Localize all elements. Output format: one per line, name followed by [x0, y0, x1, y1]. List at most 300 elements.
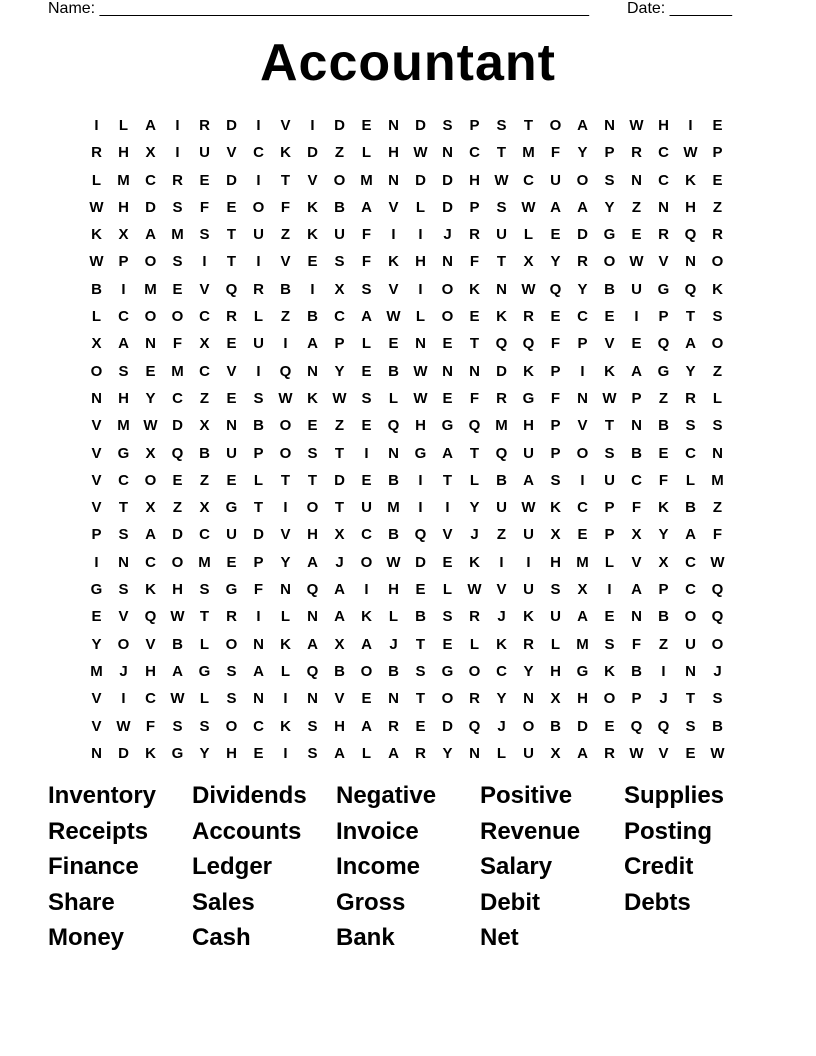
grid-letter: G	[225, 581, 238, 599]
grid-letter: T	[496, 253, 507, 271]
grid-letter: N	[469, 744, 480, 762]
grid-letter: S	[172, 717, 183, 735]
grid-letter: O	[441, 690, 454, 708]
grid-letter: A	[577, 608, 588, 626]
grid-letter: N	[604, 117, 615, 134]
grid-letter: J	[119, 662, 128, 680]
grid-letter: C	[469, 144, 480, 162]
grid-letter: X	[199, 499, 210, 517]
grid-letter: R	[523, 308, 534, 326]
grid-letter: B	[334, 198, 345, 216]
grid-letter: N	[685, 253, 696, 271]
grid-letter: V	[658, 253, 669, 271]
grid-letter: N	[253, 635, 264, 653]
grid-letter: K	[307, 198, 318, 216]
grid-letter: I	[580, 471, 585, 489]
grid-letter: C	[658, 144, 669, 162]
grid-letter: O	[225, 635, 238, 653]
grid-letter: H	[658, 117, 669, 134]
word-list	[48, 779, 768, 957]
grid-letter: M	[495, 417, 508, 435]
grid-letter: N	[388, 171, 399, 189]
grid-letter: P	[334, 335, 345, 353]
grid-letter: N	[631, 417, 642, 435]
grid-letter: E	[226, 471, 237, 489]
grid-letter: Q	[495, 444, 508, 462]
grid-letter: N	[658, 198, 669, 216]
grid-letter: N	[388, 444, 399, 462]
grid-letter: X	[631, 526, 642, 544]
grid-letter: O	[441, 280, 454, 298]
grid-letter: S	[712, 690, 723, 708]
grid-letter: H	[685, 198, 696, 216]
grid-letter: R	[388, 717, 399, 735]
grid-letter: S	[307, 717, 318, 735]
grid-letter: P	[469, 198, 480, 216]
grid-letter: U	[523, 581, 534, 599]
grid-letter: S	[226, 662, 237, 680]
grid-letter: G	[117, 444, 130, 462]
grid-letter: M	[522, 144, 535, 162]
grid-letter: U	[226, 444, 237, 462]
grid-letter: Y	[91, 635, 102, 653]
grid-letter: U	[523, 444, 534, 462]
grid-letter: Z	[199, 389, 210, 407]
grid-letter: A	[685, 335, 696, 353]
grid-letter: D	[334, 117, 345, 134]
grid-letter: I	[418, 499, 423, 517]
grid-letter: Y	[280, 553, 291, 571]
grid-letter: B	[685, 499, 696, 517]
grid-letter: O	[333, 171, 346, 189]
grid-letter: L	[685, 471, 696, 489]
grid-letter: E	[658, 444, 669, 462]
grid-letter: R	[658, 226, 669, 244]
grid-letter: I	[283, 499, 288, 517]
grid-letter: L	[496, 744, 507, 762]
grid-letter: I	[283, 690, 288, 708]
grid-letter: C	[145, 690, 156, 708]
grid-letter: C	[253, 144, 264, 162]
grid-letter: Q	[171, 444, 184, 462]
grid-letter: V	[658, 744, 669, 762]
grid-letter: T	[604, 417, 615, 435]
grid-letter: A	[631, 581, 642, 599]
grid-letter: S	[172, 198, 183, 216]
grid-letter: R	[226, 608, 237, 626]
grid-letter: U	[550, 608, 561, 626]
grid-letter: M	[387, 499, 400, 517]
grid-letter: E	[226, 389, 237, 407]
grid-letter: H	[118, 144, 129, 162]
grid-letter: G	[603, 226, 616, 244]
grid-letter: L	[91, 171, 102, 189]
grid-letter: L	[118, 117, 129, 134]
grid-letter: I	[175, 144, 180, 162]
grid-letter: O	[252, 198, 265, 216]
grid-letter: A	[361, 717, 372, 735]
grid-letter: F	[469, 389, 480, 407]
grid-letter: E	[685, 744, 696, 762]
grid-letter: K	[550, 499, 561, 517]
grid-letter: R	[469, 608, 480, 626]
grid-letter: C	[685, 444, 696, 462]
grid-letter: W	[629, 744, 644, 762]
grid-letter: A	[577, 744, 588, 762]
grid-letter: S	[361, 280, 372, 298]
grid-letter: R	[469, 690, 480, 708]
grid-letter: J	[470, 526, 479, 544]
grid-letter: C	[118, 308, 129, 326]
grid-letter: O	[279, 417, 292, 435]
grid-letter: G	[657, 362, 670, 380]
grid-letter: M	[711, 471, 724, 489]
grid-letter: Y	[550, 253, 561, 271]
grid-letter: W	[683, 144, 698, 162]
grid-letter: A	[145, 117, 156, 134]
grid-letter: I	[391, 226, 396, 244]
grid-letter: Z	[172, 499, 183, 517]
grid-letter: D	[415, 117, 426, 134]
grid-letter: O	[90, 362, 103, 380]
grid-letter: I	[175, 117, 180, 134]
grid-letter: O	[603, 690, 616, 708]
grid-letter: Q	[711, 608, 724, 626]
grid-letter: C	[685, 581, 696, 599]
grid-letter: H	[226, 744, 237, 762]
grid-letter: N	[523, 690, 534, 708]
grid-letter: H	[550, 553, 561, 571]
grid-letter: O	[711, 335, 724, 353]
grid-letter: Q	[468, 717, 481, 735]
grid-letter: N	[469, 362, 480, 380]
grid-letter: S	[415, 662, 426, 680]
grid-letter: B	[172, 635, 183, 653]
grid-letter: V	[145, 635, 156, 653]
grid-letter: Q	[414, 526, 427, 544]
grid-letter: D	[172, 526, 183, 544]
grid-letter: L	[604, 553, 615, 571]
grid-letter: N	[307, 362, 318, 380]
grid-letter: P	[253, 553, 264, 571]
grid-letter: A	[685, 526, 696, 544]
grid-letter: S	[604, 171, 615, 189]
grid-letter: R	[604, 744, 615, 762]
grid-letter: Z	[712, 198, 723, 216]
grid-letter: I	[607, 581, 612, 599]
grid-letter: A	[388, 744, 399, 762]
grid-letter: T	[253, 499, 264, 517]
grid-letter: B	[280, 280, 291, 298]
grid-letter: O	[603, 253, 616, 271]
grid-letter: S	[496, 117, 507, 134]
grid-letter: H	[388, 144, 399, 162]
grid-letter: P	[712, 144, 723, 162]
grid-letter: Q	[522, 335, 535, 353]
grid-letter: V	[631, 553, 642, 571]
grid-letter: P	[658, 581, 669, 599]
word-list-item: Cash	[192, 924, 251, 951]
word-list-item: Share	[48, 888, 115, 916]
grid-letter: B	[307, 308, 318, 326]
grid-letter: E	[172, 280, 183, 298]
grid-letter: Z	[658, 635, 669, 653]
grid-letter: Z	[199, 471, 210, 489]
grid-letter: Q	[549, 280, 562, 298]
grid-letter: Y	[577, 144, 588, 162]
grid-letter: T	[280, 171, 291, 189]
grid-letter: T	[118, 499, 129, 517]
word-list-item: Money	[48, 924, 125, 951]
grid-letter: U	[631, 280, 642, 298]
grid-letter: S	[442, 117, 453, 134]
grid-letter: A	[361, 198, 372, 216]
grid-letter: V	[91, 444, 102, 462]
grid-letter: A	[253, 662, 264, 680]
word-list-item: Salary	[480, 853, 553, 880]
grid-letter: T	[226, 226, 237, 244]
grid-letter: D	[577, 717, 588, 735]
grid-letter: E	[361, 117, 372, 134]
grid-letter: V	[577, 417, 588, 435]
grid-letter: F	[145, 717, 156, 735]
grid-letter: E	[415, 581, 426, 599]
grid-letter: A	[307, 553, 318, 571]
grid-letter: H	[145, 662, 156, 680]
grid-letter: X	[145, 444, 156, 462]
grid-letter: O	[144, 471, 157, 489]
grid-letter: Q	[711, 581, 724, 599]
grid-letter: N	[118, 553, 129, 571]
grid-letter: G	[198, 662, 211, 680]
grid-letter: A	[307, 635, 318, 653]
grid-letter: W	[386, 308, 401, 326]
word-list-item: Sales	[192, 888, 255, 916]
word-list-item: Bank	[336, 924, 395, 951]
grid-letter: T	[199, 608, 210, 626]
grid-letter: S	[172, 253, 183, 271]
grid-letter: E	[442, 553, 453, 571]
word-list-item: Credit	[624, 853, 694, 880]
grid-letter: S	[496, 198, 507, 216]
grid-letter: T	[685, 690, 696, 708]
grid-letter: Z	[334, 144, 345, 162]
grid-letter: J	[497, 717, 506, 735]
grid-letter: U	[334, 226, 345, 244]
grid-letter: N	[415, 335, 426, 353]
grid-letter: U	[550, 171, 561, 189]
grid-letter: A	[577, 117, 588, 134]
grid-letter: Q	[225, 280, 238, 298]
grid-letter: W	[521, 280, 536, 298]
grid-letter: V	[334, 690, 345, 708]
grid-letter: A	[631, 362, 642, 380]
grid-letter: L	[415, 308, 426, 326]
word-list-item: Receipts	[48, 817, 149, 845]
grid-letter: H	[118, 389, 129, 407]
grid-letter: A	[334, 608, 345, 626]
grid-letter: U	[496, 226, 507, 244]
grid-letter: N	[145, 335, 156, 353]
grid-letter: T	[415, 635, 426, 653]
grid-letter: W	[413, 144, 428, 162]
grid-letter: Y	[523, 662, 534, 680]
grid-letter: N	[253, 690, 264, 708]
grid-letter: P	[577, 335, 588, 353]
grid-letter: U	[685, 635, 696, 653]
grid-letter: G	[414, 444, 427, 462]
grid-letter: X	[145, 144, 156, 162]
grid-letter: O	[171, 553, 184, 571]
grid-letter: H	[469, 171, 480, 189]
grid-letter: H	[118, 198, 129, 216]
word-list-item: Gross	[336, 888, 406, 916]
grid-letter: W	[710, 553, 725, 571]
grid-letter: E	[415, 717, 426, 735]
grid-letter: C	[658, 171, 669, 189]
grid-letter: Y	[334, 362, 345, 380]
grid-letter: E	[604, 717, 615, 735]
grid-letter: G	[576, 662, 589, 680]
word-list-item: Dividends	[192, 782, 307, 809]
grid-letter: H	[172, 581, 183, 599]
grid-letter: I	[445, 499, 450, 517]
grid-letter: X	[658, 553, 669, 571]
grid-letter: E	[631, 335, 642, 353]
grid-letter: D	[226, 171, 237, 189]
grid-letter: D	[145, 198, 156, 216]
grid-letter: W	[89, 253, 104, 271]
grid-letter: K	[145, 744, 156, 762]
grid-letter: I	[499, 553, 504, 571]
grid-letter: B	[415, 608, 426, 626]
grid-letter: N	[442, 253, 453, 271]
grid-letter: I	[94, 117, 99, 134]
grid-letter: H	[415, 253, 426, 271]
grid-letter: Z	[280, 226, 291, 244]
word-list-item: Negative	[336, 782, 437, 809]
grid-letter: N	[442, 144, 453, 162]
grid-letter: D	[307, 144, 318, 162]
grid-letter: A	[523, 471, 534, 489]
grid-letter: X	[523, 253, 534, 271]
grid-letter: N	[685, 662, 696, 680]
grid-letter: I	[283, 335, 288, 353]
grid-letter: W	[629, 117, 644, 134]
word-list-item: Debts	[624, 888, 691, 916]
grid-letter: Q	[306, 662, 319, 680]
grid-letter: L	[199, 635, 210, 653]
grid-letter: W	[170, 690, 185, 708]
grid-letter: U	[496, 499, 507, 517]
grid-letter: X	[550, 690, 561, 708]
grid-letter: O	[306, 499, 319, 517]
grid-letter: K	[604, 662, 615, 680]
grid-letter: Y	[145, 389, 156, 407]
grid-letter: E	[199, 171, 210, 189]
grid-letter: X	[118, 226, 129, 244]
grid-letter: D	[442, 171, 453, 189]
grid-letter: Z	[280, 308, 291, 326]
word-list-item: Supplies	[624, 782, 725, 809]
grid-letter: T	[469, 444, 480, 462]
grid-letter: J	[443, 226, 452, 244]
grid-letter: V	[91, 417, 102, 435]
grid-letter: L	[442, 581, 453, 599]
grid-letter: P	[631, 690, 642, 708]
grid-letter: K	[280, 144, 291, 162]
grid-letter: O	[684, 608, 697, 626]
grid-letter: X	[91, 335, 102, 353]
grid-letter: E	[631, 226, 642, 244]
grid-letter: W	[89, 198, 104, 216]
grid-letter: K	[280, 635, 291, 653]
grid-letter: V	[442, 526, 453, 544]
grid-letter: P	[604, 144, 615, 162]
grid-letter: H	[577, 690, 588, 708]
grid-letter: O	[522, 717, 535, 735]
grid-letter: N	[631, 171, 642, 189]
grid-letter: S	[307, 744, 318, 762]
grid-letter: X	[550, 744, 561, 762]
grid-letter: I	[256, 608, 261, 626]
grid-letter: D	[226, 117, 237, 134]
grid-letter: T	[685, 308, 696, 326]
grid-letter: Q	[468, 417, 481, 435]
grid-letter: T	[469, 335, 480, 353]
grid-letter: Y	[604, 198, 615, 216]
grid-letter: S	[685, 717, 696, 735]
grid-letter: P	[604, 526, 615, 544]
grid-letter: L	[253, 471, 264, 489]
name-field-line: Name: _______________________________________________________	[48, 0, 589, 17]
grid-letter: Q	[684, 226, 697, 244]
grid-letter: B	[199, 444, 210, 462]
grid-letter: B	[91, 280, 102, 298]
grid-letter: P	[604, 499, 615, 517]
grid-letter: F	[199, 198, 210, 216]
word-list-item: Posting	[624, 817, 712, 845]
grid-letter: G	[441, 662, 454, 680]
grid-letter: F	[550, 389, 561, 407]
grid-letter: R	[253, 280, 264, 298]
grid-letter: I	[688, 117, 693, 134]
grid-letter: K	[91, 226, 102, 244]
grid-letter: P	[253, 444, 264, 462]
grid-letter: N	[280, 581, 291, 599]
grid-letter: B	[604, 280, 615, 298]
grid-letter: G	[657, 280, 670, 298]
grid-letter: O	[225, 717, 238, 735]
grid-letter: K	[712, 280, 723, 298]
grid-letter: P	[91, 526, 102, 544]
grid-letter: W	[467, 581, 482, 599]
word-list-item: Income	[336, 853, 421, 880]
grid-letter: F	[253, 581, 264, 599]
grid-letter: O	[441, 308, 454, 326]
grid-letter: I	[310, 117, 315, 134]
grid-letter: P	[550, 362, 561, 380]
grid-letter: K	[307, 226, 318, 244]
grid-letter: C	[334, 308, 345, 326]
grid-letter: N	[307, 690, 318, 708]
grid-letter: F	[280, 198, 291, 216]
grid-letter: I	[364, 581, 369, 599]
grid-letter: A	[334, 581, 345, 599]
grid-letter: S	[550, 581, 561, 599]
grid-letter: C	[199, 526, 210, 544]
grid-letter: S	[307, 444, 318, 462]
